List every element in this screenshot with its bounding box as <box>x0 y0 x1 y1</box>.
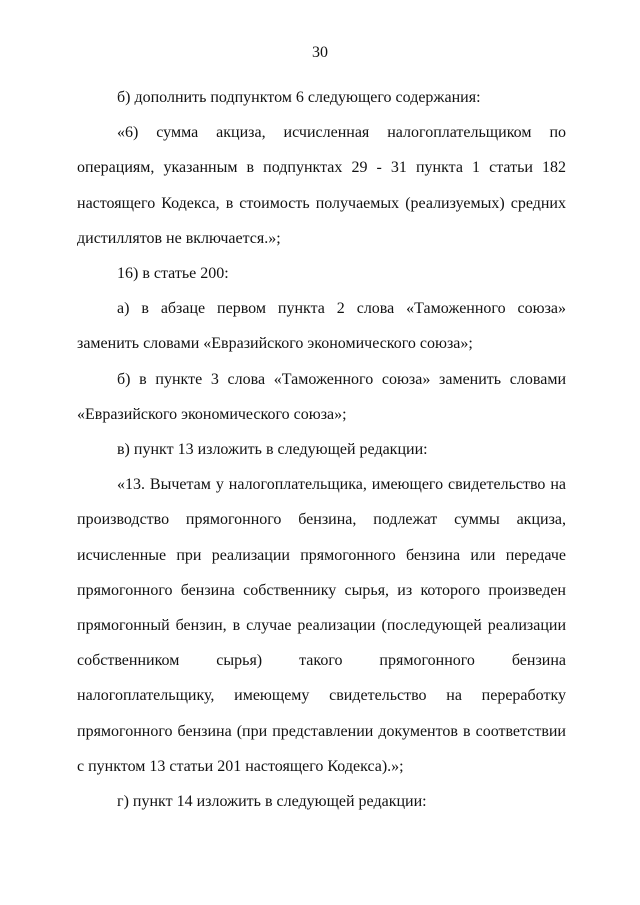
paragraph-sub-v-point-13: в) пункт 13 изложить в следующей редакции: <box>117 441 428 459</box>
paragraph-point-13-text: «13. Вычетам у налогоплательщика, имеющего свидетельство на производство прямогонного бензина, подлежат суммы акциза, исчисленные при реализации прямогонного бензина или передаче прямогонного бензина собственнику сырья, из которого произведен прямогонный бензин, в случае реализации (последующей реализации собственником сырья) такого прямогонного бензина налогоплательщику, имеющему свидетельство на переработку прямогонного бензина (при представлении документов в соответствии с пунктом 13 статьи 201 настоящего Кодекса).»; <box>77 476 566 775</box>
paragraph-item-16-article-200: 16) в статье 200: <box>117 265 229 283</box>
paragraph-sub-b-add-subpoint-6: б) дополнить подпунктом 6 следующего содержания: <box>117 89 481 106</box>
page-number: 30 <box>312 44 328 61</box>
document-body <box>77 80 566 819</box>
paragraph-sub-a-point-2: а) в абзаце первом пункта 2 слова «Таможенного союза» заменить словами «Евразийского экономического союза»; <box>77 300 566 353</box>
paragraph-sub-b-point-3: б) в пункте 3 слова «Таможенного союза» заменить словами «Евразийского экономического союза»; <box>77 370 566 423</box>
paragraph-subpoint-6-text: «6) сумма акциза, исчисленная налогоплательщиком по операциям, указанным в подпунктах 29 - 31 пункта 1 статьи 182 настоящего Кодекса, в стоимость получаемых (реализуемых) средних дистиллятов не включается.»; <box>77 124 566 247</box>
paragraph-sub-g-point-14: г) пункт 14 изложить в следующей редакции: <box>117 793 427 811</box>
